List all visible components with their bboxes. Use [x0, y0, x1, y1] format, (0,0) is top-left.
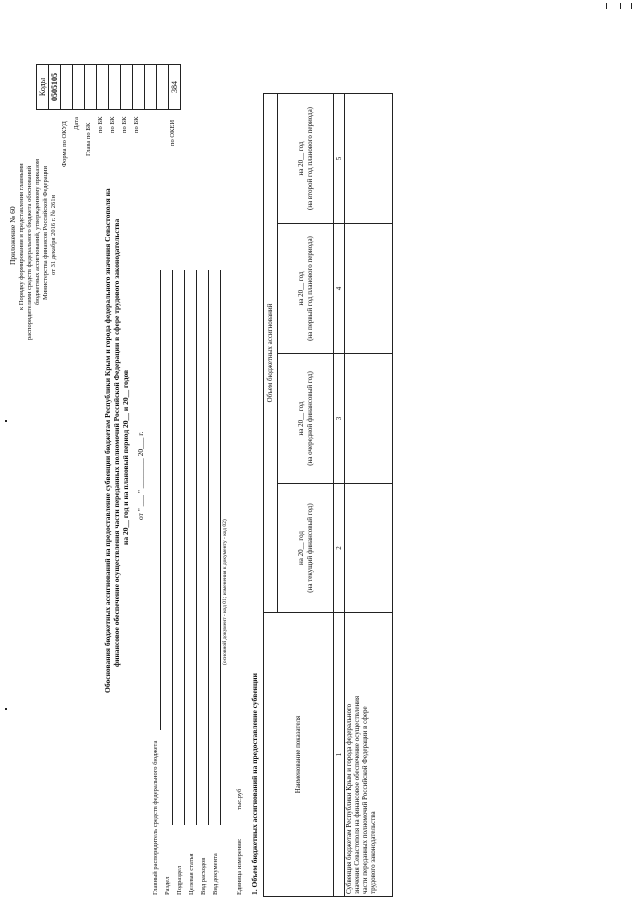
budget-table [263, 93, 393, 897]
chief-line [160, 270, 161, 730]
row-text: Субвенция бюджетам Республики Крым и города федерального [345, 703, 353, 894]
date-cell [61, 65, 73, 110]
col-plan-year-1 [278, 224, 334, 354]
blank-cell [133, 65, 145, 110]
col-current-year-sub: (на текущий финансовый год) [305, 503, 314, 593]
appendix-line: распорядителями средств федерального бюджета обоснований [26, 165, 33, 340]
bk-cell [85, 65, 97, 110]
codes-header: Коды [37, 65, 49, 110]
scan-mark [5, 708, 7, 710]
col-plan-year-1-top: на 20__ год [297, 271, 306, 306]
row-subvention-name [345, 613, 393, 897]
col-next-year-top: на 20__ год [297, 401, 306, 436]
bk-cell [121, 65, 133, 110]
row-value-cell [345, 93, 393, 223]
chapter-label: Глава по БК [85, 122, 92, 156]
volume-header: Объем бюджетных ассигнований [264, 93, 278, 612]
col-plan-year-2 [278, 93, 334, 223]
section-line [172, 270, 173, 825]
appendix-number: Приложение № 60 [8, 206, 17, 265]
blank-cell [157, 65, 169, 110]
field-doc-type: Вид документа [212, 853, 219, 895]
bk-label: по БК [97, 116, 104, 133]
okud-value: 0505105 [49, 65, 61, 110]
unit-label: Единица измерения: [236, 838, 243, 895]
col-number: 3 [334, 354, 345, 484]
field-target: Целевая статья [188, 853, 195, 895]
row-value-cell [345, 484, 393, 613]
col-number: 5 [334, 93, 345, 223]
bk-cell [97, 65, 109, 110]
okei-value: 384 [169, 65, 181, 110]
appendix-line: бюджетных ассигнований, утвержденному приказом [34, 158, 41, 305]
doc-type-line [220, 270, 221, 825]
field-expense-type: Вид расходов [200, 857, 207, 895]
section-heading: 1. Объем бюджетных ассигнований на предоставление субвенции [250, 673, 259, 895]
okei-label: по ОКЕИ [169, 119, 176, 146]
chapter-cell [73, 65, 85, 110]
scan-mark [620, 3, 621, 9]
scan-mark [631, 3, 632, 9]
target-line [196, 270, 197, 825]
doc-title-period: на 20__ год и на плановый период 20__ и 20__ годов [121, 369, 130, 545]
field-subsection: Подраздел [176, 865, 183, 895]
col-number: 1 [334, 613, 345, 897]
col-plan-year-2-top: на 20__ год [297, 141, 306, 176]
field-section: Раздел [164, 876, 171, 895]
col-plan-year-2-sub: (на второй год планового периода) [305, 106, 314, 211]
doc-date: от " ___ " ________ 20___ г. [136, 431, 145, 520]
doc-title: финансовое обеспечение осуществления части переданных полномочий Российской Федерации в сфере трудового законодательства [112, 218, 121, 667]
bk-cell [109, 65, 121, 110]
col-next-year [278, 354, 334, 484]
scan-mark [606, 3, 607, 9]
unit-value: тыс.руб [236, 788, 243, 810]
row-value-cell [345, 224, 393, 354]
bk-label: по БК [133, 116, 140, 133]
col-name-header: Наименование показателя [264, 613, 334, 897]
field-chief: Главный распорядитель средств федерального бюджета [152, 740, 159, 895]
doc-type-hint: (основной документ - код 01; изменения к документу - код 02) [222, 519, 228, 665]
appendix-line: Министерства финансов Российской Федерации [42, 165, 49, 300]
appendix-line: к Порядку формирования и представления главными [18, 163, 25, 310]
date-label: Дата [73, 117, 80, 130]
appendix-line: от 31 декабря 2016 г. № 261н [50, 195, 57, 275]
col-number: 4 [334, 224, 345, 354]
okud-label: Форма по ОКУД [61, 121, 68, 167]
col-plan-year-1-sub: (на первый год планового периода) [305, 236, 314, 341]
codes-table [36, 64, 181, 110]
doc-title: Обоснования бюджетных ассигнований на предоставление субвенции бюджетам Республики Крым и города федерального значения Севастополя на [103, 188, 112, 693]
row-text: трудового законодательства [369, 811, 378, 894]
row-text: части переданных полномочий Российской Федерации в сфере [361, 706, 370, 894]
blank-cell [145, 65, 157, 110]
col-next-year-sub: (на очередной финансовый год) [305, 371, 314, 466]
bk-label: по БК [121, 116, 128, 133]
subsection-line [184, 270, 185, 825]
bk-label: по БК [109, 116, 116, 133]
row-value-cell [345, 354, 393, 484]
col-current-year-top: на 20__ год [297, 531, 306, 565]
col-number: 2 [334, 484, 345, 613]
scan-mark [5, 420, 7, 422]
expense-type-line [208, 270, 209, 825]
row-text: значения Севастополя на финансовое обеспечение осуществления [353, 695, 362, 894]
col-current-year [278, 484, 334, 613]
